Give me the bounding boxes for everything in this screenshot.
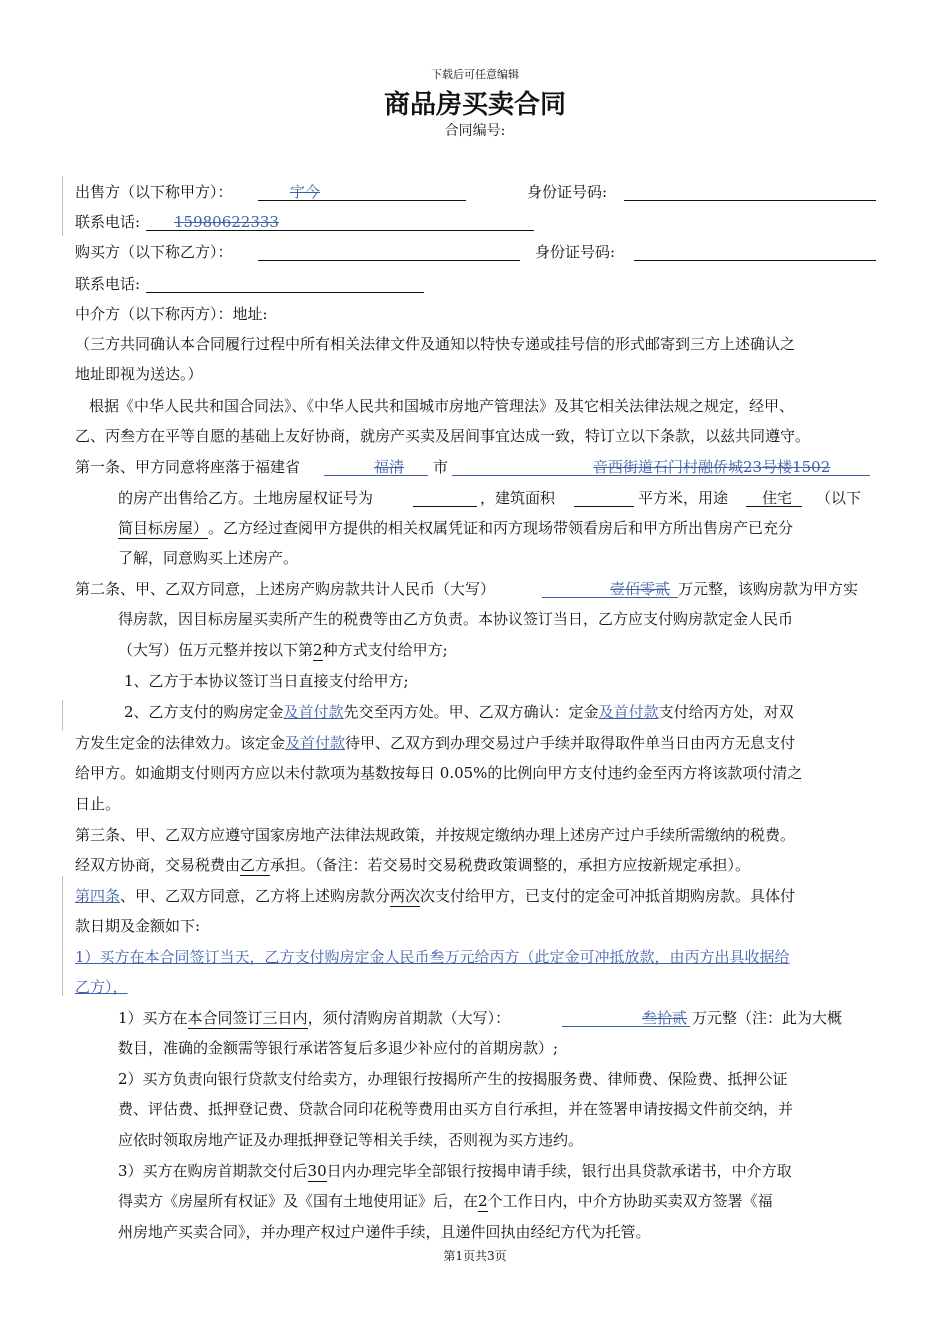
page-number: 第1页共3页: [443, 1249, 507, 1263]
article4-text: 款日期及金额如下:: [75, 917, 201, 935]
article2-text: （大写）伍万元整并按以下第2种方式支付给甲方;: [118, 641, 448, 659]
payment-option-2: 日止。: [75, 795, 121, 813]
article1-usage: 住宅: [762, 489, 793, 507]
article4-first-payment: 叁拾贰: [642, 1009, 688, 1027]
buyer-phone-label: 联系电话:: [75, 275, 141, 293]
usage-field-line: [746, 506, 802, 507]
article1-text: 市: [433, 458, 449, 476]
buyer-label: 购买方（以下称乙方）：: [75, 243, 233, 261]
article2-text: 得房款，因目标房屋买卖所产生的税费等由乙方负责。本协议签订当日，乙方应支付购房款定金人民币: [118, 610, 794, 628]
article4-item-2: 费、评估费、抵押登记费、贷款合同印花税等费用由买方自行承担，并在签署申请按揭文件前交纳，并: [118, 1100, 794, 1118]
preamble-text: 根据《中华人民共和国合同法》、《中华人民共和国城市房地产管理法》及其它相关法律法规之规定，经甲、: [89, 397, 795, 415]
article2-text: 第二条、甲、乙双方同意，上述房产购房款共计人民币（大写）: [75, 580, 496, 598]
preamble-text: 乙、丙叁方在平等自愿的基础上友好协商，就房产买卖及居间事宜达成一致，特订立以下条款，以兹共同遵守。: [75, 427, 811, 445]
header-note: 下载后可任意编辑: [431, 68, 519, 81]
article2-text: 万元整，该购房款为甲方实: [678, 580, 859, 598]
revision-bar: [62, 176, 63, 236]
article3-text: 第三条、甲、乙双方应遵守国家房地产法律法规政策，并按规定缴纳办理上述房产过户手续所需缴纳的税费。: [75, 826, 796, 844]
article4-item-1: 万元整（注：此为大概: [692, 1009, 843, 1027]
first-payment-line: [562, 1026, 690, 1027]
article1-text: ，建筑面积: [480, 489, 556, 507]
article1-address: 音西街道石门村融侨城23号楼1502: [593, 458, 831, 476]
article1-text: （以下: [816, 489, 862, 507]
notice-text: 地址即视为送达。）: [75, 365, 203, 383]
title-cert-field-line: [413, 506, 477, 507]
article4-item-3: 得卖方《房屋所有权证》及《国有土地使用证》后，在2个工作日内，中介方协助买卖双方签署《福: [118, 1192, 773, 1210]
payment-option-2: 给甲方。如逾期支付则丙方应以未付款项为基数按每日 0.05%的比例向甲方支付违约金至丙方将该款项付清之: [75, 764, 803, 782]
seller-id-label: 身份证号码:: [527, 183, 608, 201]
seller-id-field-line: [624, 200, 876, 201]
article4-item-3: 3）买方在购房首期款交付后30日内办理完毕全部银行按揭申请手续，银行出具贷款承诺书，中介方取: [118, 1162, 792, 1180]
article4-item-3: 州房地产买卖合同》，并办理产权过户递件手续，且递件回执由经纪方代为托管。: [118, 1223, 651, 1241]
seller-name: 宇今: [290, 183, 321, 201]
buyer-name-field-line: [258, 260, 520, 261]
area-field-line: [574, 506, 634, 507]
article4-item-1: 数目，准确的金额需等银行承诺答复后多退少补应付的首期房款）;: [118, 1039, 559, 1057]
notice-text: （三方共同确认本合同履行过程中所有相关法律文件及通知以特快专递或挂号信的形式邮寄到三方上述确认之: [75, 335, 796, 353]
seller-phone: 15980622333: [174, 213, 279, 231]
seller-phone-label: 联系电话:: [75, 213, 141, 231]
article3-text: 经双方协商，交易税费由乙方承担。（备注：若交易时交易税费政策调整的，承担方应按新规定承担）。: [75, 856, 751, 874]
agent-label: 中介方（以下称丙方）：地址:: [75, 305, 268, 323]
article1-city-line: [324, 475, 428, 476]
article1-text: 第一条、甲方同意将座落于福建省: [75, 458, 301, 476]
page-title: 商品房买卖合同: [383, 90, 566, 120]
article2-amount-line: [542, 597, 678, 598]
payment-option-2: 2、乙方支付的购房定金及首付款先交至丙方处。甲、乙双方确认：定金及首付款支付给丙方处，对双: [124, 703, 794, 721]
payment-option-2: 方发生定金的法律效力。该定金及首付款待甲、乙双方到办理交易过户手续并取得取件单当日由丙方无息支付: [75, 734, 796, 752]
article4-inserted-clause: 乙方），: [75, 978, 128, 996]
buyer-id-field-line: [634, 260, 876, 261]
article1-text: 简目标房屋）。乙方经过查阅甲方提供的相关权属凭证和丙方现场带领看房后和甲方所出售房产已充分: [118, 519, 794, 537]
article4-item-2: 2）买方负责向银行贷款支付给卖方，办理银行按揭所产生的按揭服务费、律师费、保险费、抵押公证: [118, 1070, 788, 1088]
article4-item-1: 1）买方在本合同签订三日内，须付清购房首期款（大写）：: [118, 1009, 511, 1027]
revision-bar: [62, 876, 63, 996]
buyer-phone-field-line: [146, 292, 424, 293]
article4-item-2: 应依时领取房地产证及办理抵押登记等相关手续，否则视为买方违约。: [118, 1131, 584, 1149]
seller-name-field-line: [258, 200, 466, 201]
seller-label: 出售方（以下称甲方）：: [75, 183, 233, 201]
article1-text: 了解，同意购买上述房产。: [118, 549, 299, 567]
contract-number-label: 合同编号:: [444, 123, 506, 139]
article1-text: 平方米，用途: [638, 489, 729, 507]
article1-address-line: [452, 475, 870, 476]
article2-amount: 壹佰零贰: [610, 580, 671, 598]
seller-phone-field-line: [146, 230, 534, 231]
revision-bar: [62, 700, 63, 730]
article1-city: 福清: [374, 458, 405, 476]
buyer-id-label: 身份证号码:: [535, 243, 616, 261]
article4-inserted-clause: 1）买方在本合同签订当天，乙方支付购房定金人民币叁万元给丙方（此定金可冲抵放款，由丙方出具收据给: [75, 948, 790, 966]
payment-option-1: 1、乙方于本协议签订当日直接支付给甲方;: [124, 672, 409, 690]
article1-text: 的房产出售给乙方。土地房屋权证号为: [118, 489, 374, 507]
article4-text: 第四条、甲、乙双方同意，乙方将上述购房款分两次次支付给甲方，已支付的定金可冲抵首期购房款。具体付: [75, 887, 796, 905]
